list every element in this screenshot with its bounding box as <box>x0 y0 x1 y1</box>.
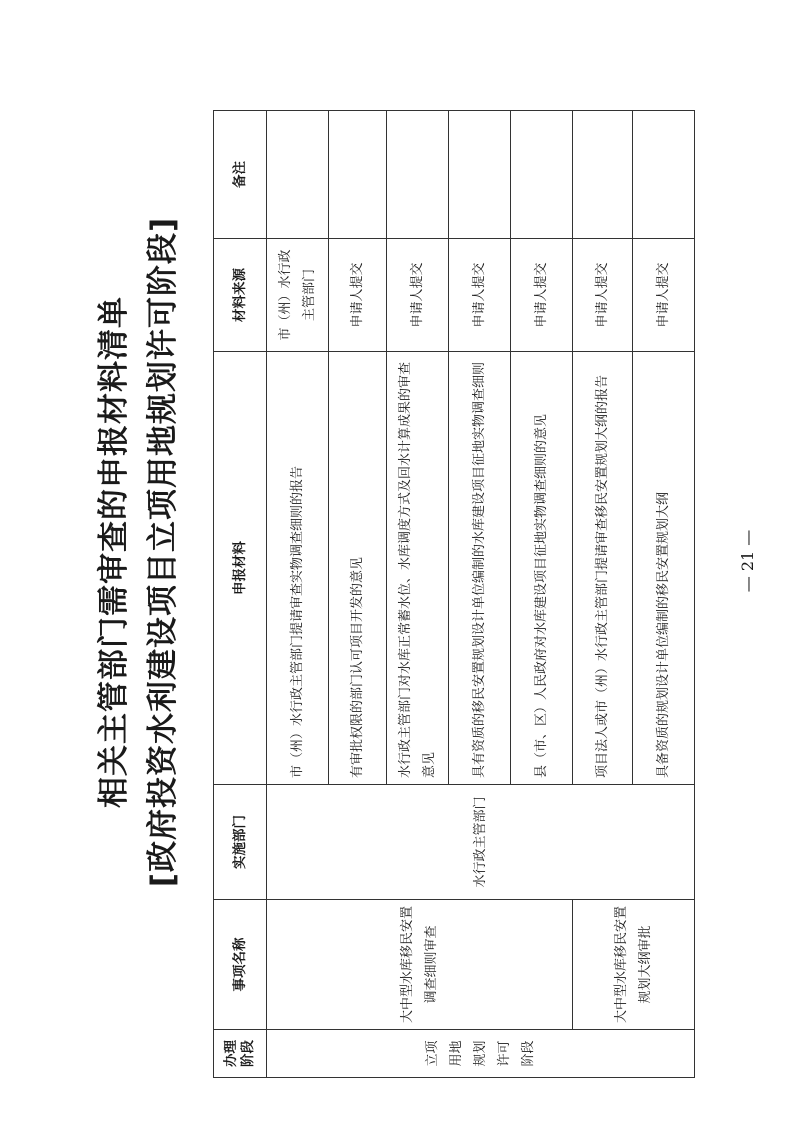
header-remark: 备注 <box>214 111 267 239</box>
material-cell: 项目法人或市（州）水行政主管部门提请审查移民安置规划大纲的报告 <box>573 352 633 785</box>
remark-cell <box>511 111 573 239</box>
header-item: 事项名称 <box>214 900 267 1030</box>
remark-cell <box>267 111 329 239</box>
material-cell: 具有资质的移民安置规划设计单位编制的水库建设项目征地实物调查细则 <box>449 352 511 785</box>
header-dept: 实施部门 <box>214 785 267 900</box>
source-cell: 申请人提交 <box>329 239 387 352</box>
material-cell: 有审批权限的部门认可项目开发的意见 <box>329 352 387 785</box>
document-subtitle: [政府投资水利建设项目立项用地规划许可阶段] <box>145 216 181 888</box>
source-cell: 申请人提交 <box>633 239 695 352</box>
document-title: 相关主管部门需审查的申报材料清单 <box>96 296 132 808</box>
table-header-row <box>214 111 267 1078</box>
remark-cell <box>387 111 449 239</box>
remark-cell <box>573 111 633 239</box>
header-stage: 办理阶段 <box>214 1030 267 1078</box>
source-cell: 申请人提交 <box>387 239 449 352</box>
material-cell: 水行政主管部门对水库正常蓄水位、水库调度方式及回水计算成果的审查意见 <box>387 352 449 785</box>
source-cell: 市（州）水行政主管部门 <box>267 239 329 352</box>
material-cell: 具备资质的规划设计单位编制的移民安置规划大纲 <box>633 352 695 785</box>
material-cell: 市（州）水行政主管部门提请审查实物调查细则的报告 <box>267 352 329 785</box>
source-cell: 申请人提交 <box>511 239 573 352</box>
source-cell: 申请人提交 <box>573 239 633 352</box>
item-name-cell: 大中型水库移民安置规划大纲审批 <box>573 900 695 1030</box>
table-row <box>267 111 329 1078</box>
table-row <box>573 111 633 1078</box>
remark-cell <box>633 111 695 239</box>
page-number: — 21 — <box>738 529 757 593</box>
materials-table <box>213 110 695 1078</box>
header-source: 材料来源 <box>214 239 267 352</box>
dept-cell: 水行政主管部门 <box>267 785 695 900</box>
source-cell: 申请人提交 <box>449 239 511 352</box>
header-material: 申报材料 <box>214 352 267 785</box>
material-cell: 县（市、区）人民政府对水库建设项目征地实物调查细则的意见 <box>511 352 573 785</box>
remark-cell <box>329 111 387 239</box>
item-name-cell: 大中型水库移民安置调查细则审查 <box>267 900 573 1030</box>
stage-cell: 立项用地规划许可阶段 <box>267 1030 695 1078</box>
remark-cell <box>449 111 511 239</box>
